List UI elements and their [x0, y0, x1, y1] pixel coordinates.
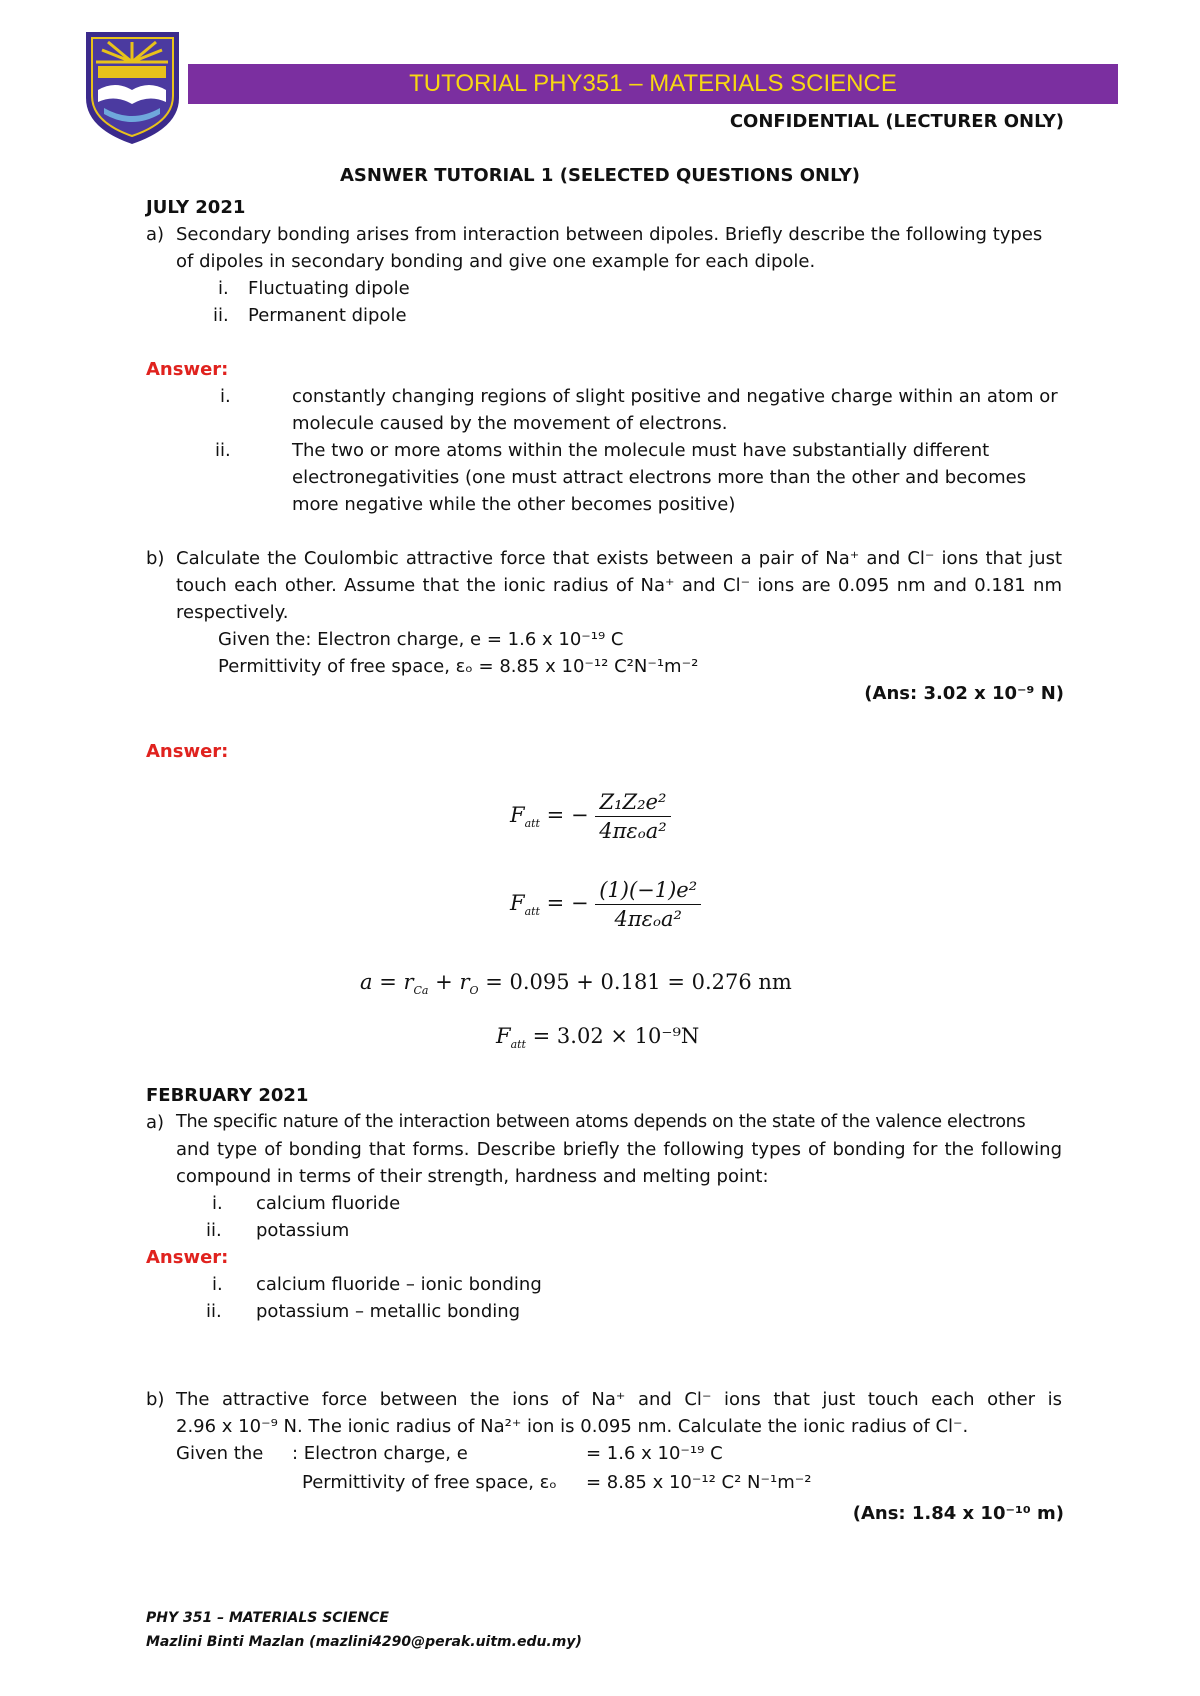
list-item-number: ii. — [213, 305, 229, 326]
given-electron-charge: Given the: Electron charge, e = 1.6 x 10⁻¹⁹ C — [218, 629, 624, 650]
given-electron-charge-label: : Electron charge, e — [292, 1443, 468, 1464]
footer-author: Mazlini Binti Mazlan (mazlini4290@perak.uitm.edu.my) — [146, 1634, 582, 1650]
answer-label: Answer: — [146, 359, 229, 380]
eq-symbol: F — [510, 803, 525, 827]
question-letter: b) — [146, 1389, 165, 1410]
given-permittivity-value: = 8.85 x 10⁻¹² C² N⁻¹m⁻² — [586, 1472, 812, 1493]
given-label: Given the — [176, 1443, 264, 1464]
eq-part: = 3.02 × 10⁻⁹N — [525, 1024, 700, 1048]
question-text: and type of bonding that forms. Describe briefly the following types of bonding for the following — [176, 1139, 1062, 1160]
equation-radius-sum — [360, 970, 792, 998]
eq-subscript: Ca — [413, 984, 429, 998]
list-item-number: ii. — [206, 1220, 222, 1241]
given-electron-charge-value: = 1.6 x 10⁻¹⁹ C — [586, 1443, 723, 1464]
footer-course: PHY 351 – MATERIALS SCIENCE — [146, 1610, 389, 1626]
answer-number: ii. — [215, 440, 231, 461]
list-item: Fluctuating dipole — [248, 278, 410, 299]
eq-numerator: Z₁Z₂e² — [595, 790, 670, 817]
answer-text: molecule caused by the movement of electrons. — [292, 413, 728, 434]
equation-result — [496, 1024, 700, 1052]
question-text: The specific nature of the interaction between atoms depends on the state of the valence electrons — [176, 1112, 1026, 1132]
answer-label: Answer: — [146, 741, 229, 762]
given-permittivity: Permittivity of free space, εₒ = 8.85 x 10⁻¹² C²N⁻¹m⁻² — [218, 656, 699, 677]
eq-subscript: att — [524, 817, 540, 831]
equation-coulomb-substituted: $F_{att}$ = − $\frac{\text{(1)(−1)e²}}{\text{4πεₒa²}}$ — [510, 878, 701, 931]
eq-subscript: att — [524, 905, 540, 919]
section-heading-july: JULY 2021 — [146, 197, 246, 218]
answer-text: potassium – metallic bonding — [256, 1301, 521, 1322]
list-item: potassium — [256, 1220, 350, 1241]
equation-coulomb-force: $F_{att}$ = − $\frac{\text{Z₁Z₂e²}}{\text{4πεₒa²}}$ — [510, 790, 671, 843]
final-answer: (Ans: 3.02 x 10⁻⁹ N) — [864, 683, 1064, 704]
answer-number: ii. — [206, 1301, 222, 1322]
answer-text: more negative while the other becomes positive) — [292, 494, 736, 515]
question-text: Calculate the Coulombic attractive force that exists between a pair of Na⁺ and Cl⁻ ions that just — [176, 548, 1062, 569]
eq-numerator: (1)(−1)e² — [595, 878, 701, 905]
banner-title: TUTORIAL PHY351 – MATERIALS SCIENCE — [409, 70, 897, 97]
question-text: The attractive force between the ions of Na⁺ and Cl⁻ ions that just touch each other is — [176, 1389, 1062, 1410]
university-logo — [80, 28, 185, 146]
answer-text: constantly changing regions of slight positive and negative charge within an atom or — [292, 386, 1058, 407]
answer-number: i. — [212, 1274, 223, 1295]
given-permittivity-label: Permittivity of free space, εₒ — [302, 1472, 557, 1493]
eq-subscript: O — [469, 984, 479, 998]
eq-part: = 0.095 + 0.181 = 0.276 nm — [478, 970, 792, 994]
eq-symbol: F — [496, 1024, 511, 1048]
question-text: respectively. — [176, 602, 289, 623]
list-item-number: i. — [212, 1193, 223, 1214]
eq-part: a = r — [360, 970, 414, 994]
eq-denominator: 4πεₒa² — [599, 819, 667, 843]
answer-number: i. — [220, 386, 231, 407]
question-letter: a) — [146, 1112, 165, 1133]
question-text: compound in terms of their strength, hardness and melting point: — [176, 1166, 769, 1187]
eq-denominator: 4πεₒa² — [614, 907, 682, 931]
confidential-label: CONFIDENTIAL (LECTURER ONLY) — [729, 111, 1064, 132]
answer-label: Answer: — [146, 1247, 229, 1268]
eq-symbol: F — [510, 891, 525, 915]
list-item: Permanent dipole — [248, 305, 407, 326]
eq-subscript: att — [510, 1038, 526, 1052]
question-letter: b) — [146, 548, 165, 569]
question-letter: a) — [146, 224, 165, 245]
answer-text: calcium fluoride – ionic bonding — [256, 1274, 542, 1295]
document-title: ASNWER TUTORIAL 1 (SELECTED QUESTIONS ONLY) — [339, 165, 860, 186]
answer-text: The two or more atoms within the molecule must have substantially different — [292, 440, 990, 461]
answer-text: electronegativities (one must attract electrons more than the other and becomes — [292, 467, 1027, 488]
question-text: touch each other. Assume that the ionic radius of Na⁺ and Cl⁻ ions are 0.095 nm and 0.181 nm — [176, 575, 1062, 596]
list-item: calcium fluoride — [256, 1193, 401, 1214]
list-item-number: i. — [218, 278, 229, 299]
header-banner — [188, 64, 1118, 104]
eq-part: + r — [428, 970, 470, 994]
question-text: 2.96 x 10⁻⁹ N. The ionic radius of Na²⁺ ion is 0.095 nm. Calculate the ionic radius of Cl⁻. — [176, 1416, 969, 1437]
question-text: of dipoles in secondary bonding and give one example for each dipole. — [176, 251, 816, 272]
question-text: Secondary bonding arises from interaction between dipoles. Briefly describe the following types — [176, 224, 1043, 245]
final-answer: (Ans: 1.84 x 10⁻¹⁰ m) — [852, 1503, 1064, 1524]
section-heading-february: FEBRUARY 2021 — [146, 1085, 309, 1106]
